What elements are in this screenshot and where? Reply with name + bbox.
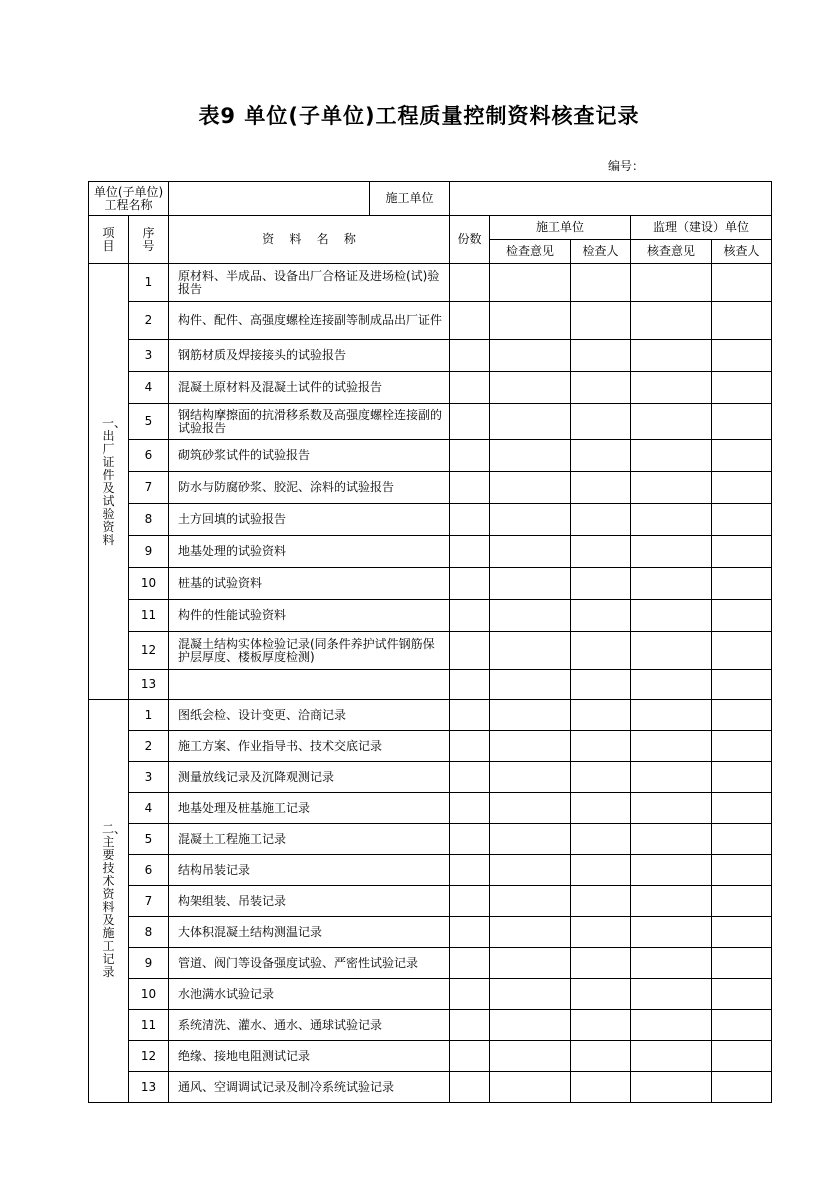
copies-cell[interactable] — [450, 504, 490, 536]
checker-cell[interactable] — [571, 632, 631, 670]
checker-cell[interactable] — [571, 731, 631, 762]
copies-cell[interactable] — [450, 979, 490, 1010]
row-number: 11 — [129, 600, 169, 632]
table-row — [89, 793, 772, 824]
verify-opinion-cell[interactable] — [631, 302, 712, 340]
copies-cell[interactable] — [450, 568, 490, 600]
row-number: 4 — [129, 372, 169, 404]
check-opinion-cell[interactable] — [490, 948, 571, 979]
copies-cell[interactable] — [450, 600, 490, 632]
document-name: 防水与防腐砂浆、胶泥、涂料的试验报告 — [169, 472, 450, 504]
copies-cell[interactable] — [450, 1010, 490, 1041]
verifier-cell[interactable] — [712, 440, 772, 472]
table-row — [89, 264, 772, 302]
row-number: 11 — [129, 1010, 169, 1041]
check-opinion-cell[interactable] — [490, 536, 571, 568]
checker-cell[interactable] — [571, 886, 631, 917]
verifier-cell[interactable] — [712, 670, 772, 700]
check-opinion-cell[interactable] — [490, 302, 571, 340]
checker-cell[interactable] — [571, 504, 631, 536]
row-number: 3 — [129, 762, 169, 793]
table-row — [89, 948, 772, 979]
verify-opinion-cell[interactable] — [631, 1010, 712, 1041]
verify-opinion-cell[interactable] — [631, 948, 712, 979]
row-number: 1 — [129, 264, 169, 302]
check-opinion-cell[interactable] — [490, 762, 571, 793]
table-row — [89, 536, 772, 568]
verifier-cell[interactable] — [712, 372, 772, 404]
row-number: 6 — [129, 855, 169, 886]
copies-cell[interactable] — [450, 302, 490, 340]
table-row — [89, 600, 772, 632]
table-row — [89, 472, 772, 504]
checker-cell[interactable] — [571, 372, 631, 404]
section-label: 一、出厂证件及试验资料 — [89, 264, 129, 700]
document-name: 混凝土工程施工记录 — [169, 824, 450, 855]
copies-cell[interactable] — [450, 472, 490, 504]
copies-cell[interactable] — [450, 440, 490, 472]
verifier-cell[interactable] — [712, 302, 772, 340]
verify-opinion-cell[interactable] — [631, 855, 712, 886]
verify-opinion-cell[interactable] — [631, 917, 712, 948]
verifier-cell[interactable] — [712, 340, 772, 372]
table-row — [89, 340, 772, 372]
check-opinion-cell[interactable] — [490, 855, 571, 886]
verifier-cell[interactable] — [712, 536, 772, 568]
project-name-field[interactable] — [169, 182, 370, 215]
verify-opinion-cell[interactable] — [631, 536, 712, 568]
table-row — [89, 302, 772, 340]
document-name: 管道、阀门等设备强度试验、严密性试验记录 — [169, 948, 450, 979]
table-row — [89, 440, 772, 472]
copies-cell[interactable] — [450, 404, 490, 440]
row-number: 9 — [129, 948, 169, 979]
document-name: 混凝土结构实体检验记录(同条件养护试件钢筋保护层厚度、楼板厚度检测) — [169, 632, 450, 670]
table-row — [89, 824, 772, 855]
document-name: 绝缘、接地电阻测试记录 — [169, 1041, 450, 1072]
document-name: 通风、空调调试记录及制冷系统试验记录 — [169, 1072, 450, 1103]
table-row — [89, 568, 772, 600]
copies-cell[interactable] — [450, 700, 490, 731]
check-opinion-cell[interactable] — [490, 1010, 571, 1041]
check-opinion-cell[interactable] — [490, 1041, 571, 1072]
document-name: 构架组装、吊装记录 — [169, 886, 450, 917]
verify-opinion-cell[interactable] — [631, 600, 712, 632]
row-number: 6 — [129, 440, 169, 472]
header-supervisor-group: 监理（建设）单位 — [631, 216, 772, 240]
checker-cell[interactable] — [571, 762, 631, 793]
checker-cell[interactable] — [571, 824, 631, 855]
table-row — [89, 632, 772, 670]
copies-cell[interactable] — [450, 948, 490, 979]
verify-opinion-cell[interactable] — [631, 762, 712, 793]
checker-cell[interactable] — [571, 472, 631, 504]
copies-cell[interactable] — [450, 1041, 490, 1072]
document-name: 地基处理的试验资料 — [169, 536, 450, 568]
verifier-cell[interactable] — [712, 472, 772, 504]
contractor-label: 施工单位 — [385, 191, 434, 205]
row-number: 7 — [129, 472, 169, 504]
document-name: 砌筑砂浆试件的试验报告 — [169, 440, 450, 472]
project-name-value[interactable] — [169, 182, 450, 216]
verifier-cell[interactable] — [712, 948, 772, 979]
header-row-1 — [89, 216, 772, 240]
copies-cell[interactable] — [450, 264, 490, 302]
row-number: 7 — [129, 886, 169, 917]
checker-cell[interactable] — [571, 1072, 631, 1103]
verify-opinion-cell[interactable] — [631, 793, 712, 824]
verify-opinion-cell[interactable] — [631, 340, 712, 372]
copies-cell[interactable] — [450, 824, 490, 855]
verifier-cell[interactable] — [712, 855, 772, 886]
copies-cell[interactable] — [450, 372, 490, 404]
copies-cell[interactable] — [450, 731, 490, 762]
verifier-cell[interactable] — [712, 731, 772, 762]
copies-cell[interactable] — [450, 855, 490, 886]
check-opinion-cell[interactable] — [490, 917, 571, 948]
verifier-cell[interactable] — [712, 979, 772, 1010]
row-number: 3 — [129, 340, 169, 372]
table-row — [89, 1010, 772, 1041]
check-opinion-cell[interactable] — [490, 670, 571, 700]
verifier-cell[interactable] — [712, 824, 772, 855]
document-name — [169, 670, 450, 700]
document-name: 施工方案、作业指导书、技术交底记录 — [169, 731, 450, 762]
check-opinion-cell[interactable] — [490, 1072, 571, 1103]
verify-opinion-cell[interactable] — [631, 264, 712, 302]
document-name: 水池满水试验记录 — [169, 979, 450, 1010]
check-opinion-cell[interactable] — [490, 886, 571, 917]
verifier-cell[interactable] — [712, 1072, 772, 1103]
page-title: 表9 单位(子单位)工程质量控制资料核查记录 — [198, 104, 640, 128]
verifier-cell[interactable] — [712, 504, 772, 536]
check-opinion-cell[interactable] — [490, 404, 571, 440]
copies-cell[interactable] — [450, 340, 490, 372]
verify-opinion-cell[interactable] — [631, 404, 712, 440]
verify-opinion-cell[interactable] — [631, 568, 712, 600]
table-row — [89, 762, 772, 793]
checker-cell[interactable] — [571, 979, 631, 1010]
document-name: 系统清洗、灌水、通水、通球试验记录 — [169, 1010, 450, 1041]
checker-cell[interactable] — [571, 855, 631, 886]
row-number: 10 — [129, 979, 169, 1010]
document-name: 钢筋材质及焊接接头的试验报告 — [169, 340, 450, 372]
check-opinion-cell[interactable] — [490, 632, 571, 670]
check-opinion-cell[interactable] — [490, 568, 571, 600]
copies-cell[interactable] — [450, 536, 490, 568]
document-name: 桩基的试验资料 — [169, 568, 450, 600]
table-row — [89, 700, 772, 731]
document-name: 测量放线记录及沉降观测记录 — [169, 762, 450, 793]
table-row — [89, 979, 772, 1010]
checker-cell[interactable] — [571, 536, 631, 568]
checker-cell[interactable] — [571, 1010, 631, 1041]
verify-opinion-cell[interactable] — [631, 632, 712, 670]
checker-cell[interactable] — [571, 404, 631, 440]
checker-cell[interactable] — [571, 670, 631, 700]
verify-opinion-cell[interactable] — [631, 472, 712, 504]
contractor-value[interactable] — [450, 182, 772, 216]
document-name: 钢结构摩擦面的抗滑移系数及高强度螺栓连接副的试验报告 — [169, 404, 450, 440]
document-name: 结构吊装记录 — [169, 855, 450, 886]
document-name: 原材料、半成品、设备出厂合格证及进场检(试)验报告 — [169, 264, 450, 302]
row-number: 4 — [129, 793, 169, 824]
row-number: 8 — [129, 917, 169, 948]
copies-cell[interactable] — [450, 762, 490, 793]
copies-cell[interactable] — [450, 886, 490, 917]
header-checker: 检查人 — [571, 240, 631, 264]
project-name-label-line2: 工程名称 — [104, 197, 153, 212]
serial-number-label: 编号： — [608, 159, 645, 173]
check-opinion-cell[interactable] — [490, 700, 571, 731]
row-number: 5 — [129, 824, 169, 855]
document-name: 混凝土原材料及混凝土试件的试验报告 — [169, 372, 450, 404]
document-name: 图纸会检、设计变更、洽商记录 — [169, 700, 450, 731]
check-opinion-cell[interactable] — [490, 600, 571, 632]
check-opinion-cell[interactable] — [490, 472, 571, 504]
checker-cell[interactable] — [571, 948, 631, 979]
document-name: 土方回填的试验报告 — [169, 504, 450, 536]
verify-opinion-cell[interactable] — [631, 1072, 712, 1103]
header-doc-name: 资 料 名 称 — [169, 216, 450, 264]
check-opinion-cell[interactable] — [490, 504, 571, 536]
check-opinion-cell[interactable] — [490, 340, 571, 372]
document-name: 构件的性能试验资料 — [169, 600, 450, 632]
checker-cell[interactable] — [571, 700, 631, 731]
verifier-cell[interactable] — [712, 264, 772, 302]
verify-opinion-cell[interactable] — [631, 1041, 712, 1072]
header-check-opinion: 检查意见 — [490, 240, 571, 264]
verify-opinion-cell[interactable] — [631, 700, 712, 731]
header-verifier: 核查人 — [712, 240, 772, 264]
verifier-cell[interactable] — [712, 700, 772, 731]
header-item: 项目 — [89, 216, 129, 264]
row-number: 2 — [129, 302, 169, 340]
header-copies: 份数 — [450, 216, 490, 264]
checker-cell[interactable] — [571, 568, 631, 600]
row-number: 13 — [129, 1072, 169, 1103]
table-row — [89, 1041, 772, 1072]
check-opinion-cell[interactable] — [490, 731, 571, 762]
check-opinion-cell[interactable] — [490, 824, 571, 855]
checker-cell[interactable] — [571, 793, 631, 824]
table-row — [89, 670, 772, 700]
verify-opinion-cell[interactable] — [631, 670, 712, 700]
checker-cell[interactable] — [571, 917, 631, 948]
row-number: 12 — [129, 632, 169, 670]
table-row — [89, 886, 772, 917]
check-opinion-cell[interactable] — [490, 979, 571, 1010]
checker-cell[interactable] — [571, 440, 631, 472]
check-opinion-cell[interactable] — [490, 793, 571, 824]
document-name: 地基处理及桩基施工记录 — [169, 793, 450, 824]
table-row — [89, 731, 772, 762]
check-opinion-cell[interactable] — [490, 440, 571, 472]
copies-cell[interactable] — [450, 670, 490, 700]
row-number: 13 — [129, 670, 169, 700]
section-label: 二、主要技术资料及施工记录 — [89, 700, 129, 1103]
verify-opinion-cell[interactable] — [631, 440, 712, 472]
copies-cell[interactable] — [450, 632, 490, 670]
verifier-cell[interactable] — [712, 793, 772, 824]
copies-cell[interactable] — [450, 793, 490, 824]
document-name: 构件、配件、高强度螺栓连接副等制成品出厂证件 — [169, 302, 450, 340]
project-name-label — [89, 182, 169, 216]
verifier-cell[interactable] — [712, 917, 772, 948]
table-row — [89, 917, 772, 948]
verify-opinion-cell[interactable] — [631, 731, 712, 762]
table-row — [89, 372, 772, 404]
table-row — [89, 504, 772, 536]
document-name: 大体积混凝土结构测温记录 — [169, 917, 450, 948]
checker-cell[interactable] — [571, 1041, 631, 1072]
header-verify-opinion: 核查意见 — [631, 240, 712, 264]
checker-cell[interactable] — [571, 264, 631, 302]
quality-control-record-table — [88, 181, 772, 1103]
verifier-cell[interactable] — [712, 762, 772, 793]
header-constructor-group: 施工单位 — [490, 216, 631, 240]
verifier-cell[interactable] — [712, 568, 772, 600]
verify-opinion-cell[interactable] — [631, 979, 712, 1010]
verify-opinion-cell[interactable] — [631, 504, 712, 536]
table-row — [89, 855, 772, 886]
check-opinion-cell[interactable] — [490, 372, 571, 404]
project-info-row — [89, 182, 772, 216]
verify-opinion-cell[interactable] — [631, 372, 712, 404]
checker-cell[interactable] — [571, 600, 631, 632]
table-row — [89, 404, 772, 440]
row-number: 12 — [129, 1041, 169, 1072]
row-number: 8 — [129, 504, 169, 536]
header-seq: 序号 — [129, 216, 169, 264]
copies-cell[interactable] — [450, 1072, 490, 1103]
table-row — [89, 1072, 772, 1103]
project-name-label-line1: 单位(子单位) — [93, 184, 164, 199]
verifier-cell[interactable] — [712, 632, 772, 670]
row-number: 10 — [129, 568, 169, 600]
check-opinion-cell[interactable] — [490, 264, 571, 302]
verifier-cell[interactable] — [712, 886, 772, 917]
verifier-cell[interactable] — [712, 404, 772, 440]
row-number: 9 — [129, 536, 169, 568]
checker-cell[interactable] — [571, 302, 631, 340]
verify-opinion-cell[interactable] — [631, 886, 712, 917]
row-number: 5 — [129, 404, 169, 440]
verifier-cell[interactable] — [712, 1010, 772, 1041]
verifier-cell[interactable] — [712, 1041, 772, 1072]
row-number: 2 — [129, 731, 169, 762]
checker-cell[interactable] — [571, 340, 631, 372]
row-number: 1 — [129, 700, 169, 731]
verifier-cell[interactable] — [712, 600, 772, 632]
verify-opinion-cell[interactable] — [631, 824, 712, 855]
copies-cell[interactable] — [450, 917, 490, 948]
